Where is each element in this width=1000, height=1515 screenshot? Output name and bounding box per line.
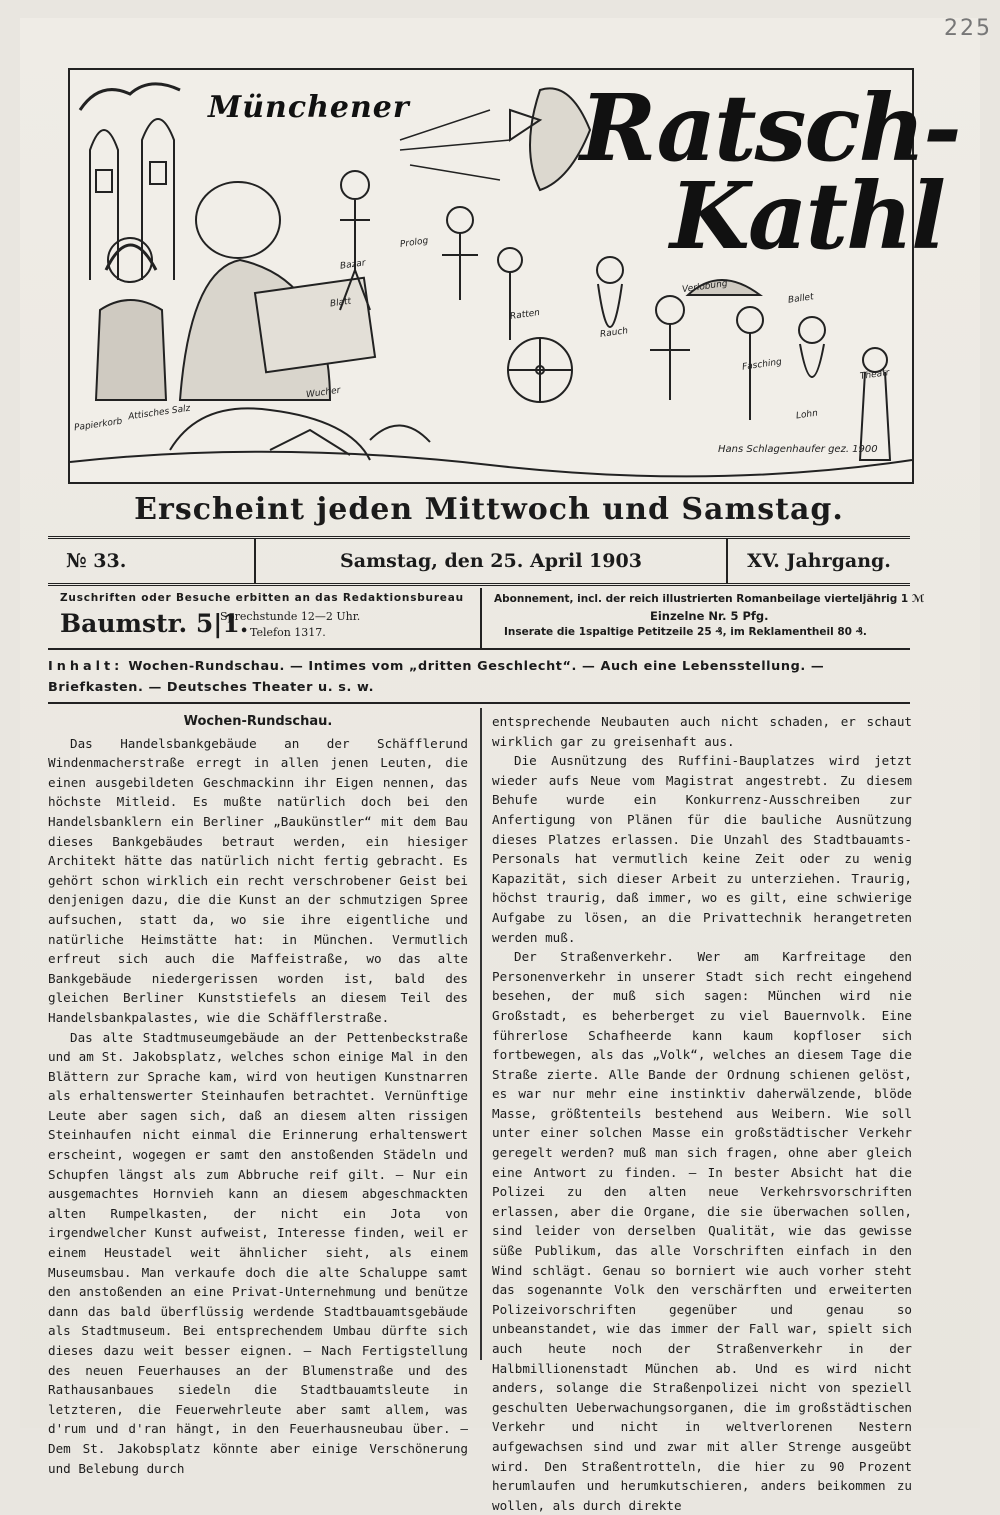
article-paragraph: Der Straßenverkehr. Wer am Karfreitage den Personenverkehr in unserer Stadt sich recht eingehend besehen, der muß sich sagen: München wird nie Großstadt, es beherberget zu viel Bauernvolk. Eine führerlose Schafheerde kann kaum kopfloser sich fortbewegen, als das „Volk“, welches an diesem Tage die Straße zierte. Alle Bande der Ordnung schienen gelöst, es war nur mehr eine instinktiv daherwälzende, blöde Masse, größtenteils bestehend aus Weibern. Wie soll unter einer solchen Masse ein großstädtischer Verkehr geregelt werden? muß man sich fragen, ohne aber gleich eine Antwort zu finden. — In bester Absicht hat die Polizei zu den alten neue Verkehrsvorschriften erlassen, aber die Organe, die sie überwachen sollen, sind leider von derselben Qualität, wie das gewisse süße Publikum, das alle Vorschriften einfach in den Wind schlägt. Genau so borniert wie auch vorher steht das sogenannte Volk den verschärften und erweiterten Polizeivorschriften gegenüber und genau so unbeanstandet, wie das immer der Fall war, spielt sich auch heute noch der Straßenverkehr in der Halbmillionenstadt München ab. Und es wird nicht anders, solange die Straßenpolizei nicht von speziell geschulten Ueberwachungsorganen, die im großstädtischen Verkehr und nicht in weltverlorenen Nestern aufgewachsen sind und zwar mit aller Strenge ausgeübt wird. Den Straßentrotteln, die hier zu 90 Prozent herumlaufen und herumkutschieren, anders beikommen zu wollen, als durch direkte — [492, 949, 912, 1513]
issue-bar — [48, 536, 910, 586]
table-of-contents — [48, 656, 910, 704]
illustration-label: Attisches Salz — [127, 403, 192, 423]
masthead-illustration — [68, 68, 960, 484]
illustration-label: Verlobung — [681, 278, 729, 296]
office-address: Baumstr. 5|1. — [60, 609, 249, 638]
illustration-label: Papierkorb — [73, 416, 123, 434]
publisher-info — [48, 588, 925, 650]
article-paragraph: entsprechende Neubauten auch nicht schaden, er schaut wirklich gar zu greisenhaft aus. — [492, 714, 912, 749]
article-column-right — [492, 712, 912, 1515]
issue-volume: XV. Jahrgang. — [747, 550, 891, 572]
publication-frequency: Erscheint jeden Mittwoch und Samstag. — [134, 492, 844, 527]
editorial-office — [48, 588, 482, 648]
subscription-price: Abonnement, incl. der reich illustrierten Romanbeilage vierteljährig 1 ℳ — [494, 593, 925, 605]
article-heading: Wochen-Rundschau. — [183, 714, 333, 729]
issue-number: № 33. — [48, 539, 256, 583]
illustration-label: Theatr — [859, 367, 891, 383]
contents-label: Inhalt: — [48, 659, 124, 674]
article-column-left — [48, 712, 468, 1478]
archive-number: 225 — [944, 16, 992, 41]
office-hours: Sprechstunde 12—2 Uhr. — [220, 610, 361, 623]
illustration-label: Rauch — [599, 326, 629, 340]
column-divider — [480, 708, 482, 1360]
illustration-label: Wucher — [305, 385, 342, 401]
illustration-label: Prolog — [399, 236, 429, 250]
illustration-label: Ballet — [787, 292, 815, 306]
masthead-title-prefix: Münchener — [208, 90, 410, 125]
contents-text: Wochen-Rundschau. — Intimes vom „dritten Geschlecht“. — Auch eine Lebensstellung. — Briefkasten. — Deutsches Theater u. s. w. — [48, 659, 825, 695]
advertising-rates: Inserate die 1spaltige Petitzeile 25 ₰, im Reklamentheil 80 ₰. — [504, 626, 867, 638]
illustration-label: Ratten — [509, 307, 541, 323]
pricing-info — [482, 588, 925, 648]
article-paragraph: Das alte Stadtmuseumgebäude an der Pettenbeckstraße und am St. Jakobsplatz, welches schon einige Mal in den Blättern zur Sprache kam, wird von heutigen Kunstnarren als erhaltenswerter Steinhaufen betrachtet. Vernünftige Leute aber sagen sich, daß an diesem alten rissigen Steinhaufen nicht einmal die Erinnerung erhaltenswert erscheint, wogegen er samt den anstoßenden Städeln und Schupfen längst als zum Abbruche reif gilt. — Nur ein ausgemachtes Hornvieh kann an diesem abgeschmackten alten Rumpelkasten, der nicht ein Jota von irgendwelcher Kunst aufweist, Interesse finden, weil er einem Heustadel weit ähnlicher sieht, als einem Museumsbau. Man verkaufe doch die alte Schaluppe samt den anstoßenden an eine Privat-Unternehmung und benütze dann das bald überflüssig werdende Stadtbauamtsgebäude als Stadtmuseum. Bei entsprechendem Umbau dürfte sich dieses dazu weit besser eignen. — Nach Fertigstellung des neuen Feuerhauses an der Blumenstraße und des Rathausanbaues siedeln die Stadtbauamtsleute in letzteren, die Feuerwehrleute aber samt allem, was d'rum und d'ran hängt, in den Feuerhausneubau über. — Dem St. Jakobsplatz könnte aber einige Verschönerung und Belebung durch — [48, 1029, 468, 1476]
article-paragraph: Das Handelsbankgebäude an der Schäfflerund Windenmacherstraße erregt in allen jenen Leuten, die einen ausgebildeten Geschmackinn ihr Eigen nennen, das höchste Mitleid. Es mußte natürlich doch bei den Handelsbanklern ein Berliner „Baukünstler“ mit dem Bau dieses Bankgebäudes betraut werden, ein hiesiger Architekt hätte das natürlich nicht fertig gebracht. Es gehört schon wirklich ein recht verschrobener Geist bei denjenigen dazu, die die Kunst an der schmutzigen Spree aufsuchen, statt da, wo sie ihre eigentliche und natürliche Heimstätte hat: in München. Vermutlich erfreut sich auch die Maffeistraße, wo das alte Bankgebäude niedergerissen worden ist, bald des gleichen Berliner Kunststiefels an diesem Teil des Handelsbankpalastes, wie die Schäfflerstraße. — [48, 735, 468, 1025]
office-phone: Telefon 1317. — [250, 626, 326, 639]
illustration-label: Lohn — [795, 408, 819, 422]
illustration-label: Blatt — [329, 296, 352, 310]
illustration-label: Fasching — [741, 357, 783, 373]
masthead-title-line1: Ratsch- — [580, 74, 960, 182]
masthead-title-line2: Kathl — [670, 162, 944, 270]
artist-signature: Hans Schlagenhaufer gez. 1900 — [718, 444, 878, 455]
issue-date: Samstag, den 25. April 1903 — [256, 539, 728, 583]
illustration-label: Bazar — [339, 258, 367, 272]
inquiries-note: Zuschriften oder Besuche erbitten an das Redaktionsbureau — [60, 592, 464, 604]
article-paragraph: Die Ausnützung des Ruffini-Bauplatzes wird jetzt wieder aufs Neue vom Magistrat angestrebt. Zu diesem Behufe wurde ein Konkurrenz-Ausschreiben zur Anfertigung von Plänen für die bauliche Ausnützung dieses Platzes erlassen. Die Unzahl des Stadtbauamts-Personals hat vermutlich keine Zeit oder zu wenig Kapazität, sich dieser Arbeit zu unterziehen. Traurig, höchst traurig, daß immer, wo es gilt, eine schwierige Aufgabe zu lösen, an die Privattechnik herangetreten werden muß. — [492, 753, 912, 945]
single-issue-price: Einzelne Nr. 5 Pfg. — [650, 609, 769, 623]
